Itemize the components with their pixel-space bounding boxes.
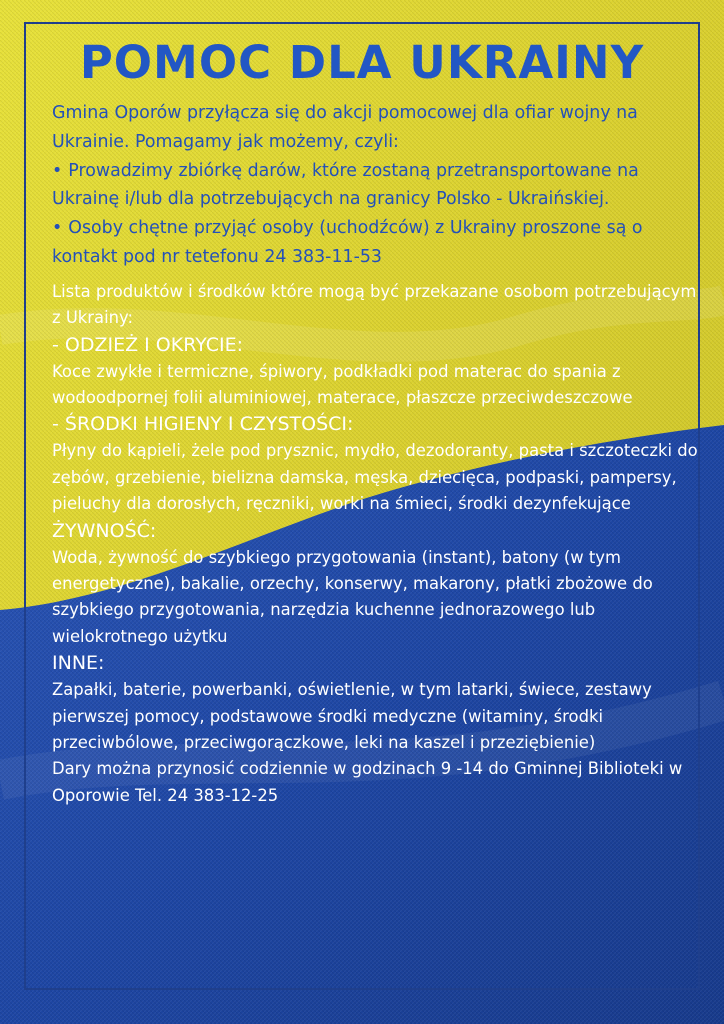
- section-heading-clothing: - ODZIEŻ I OKRYCIE:: [52, 333, 244, 356]
- intro-text: Gmina Oporów przyłącza się do akcji pomocowej dla ofiar wojny na Ukrainie. Pomagamy jak możemy, czyli:: [52, 103, 638, 152]
- poster-content: [52, 30, 702, 809]
- section-heading-other: INNE:: [52, 652, 105, 675]
- bullet-mark: •: [52, 218, 63, 239]
- section-heading-food: ŻYWNOŚĆ:: [52, 519, 157, 542]
- section-text-other: Zapałki, baterie, powerbanki, oświetlenie, w tym latarki, świece, zestawy pierwszej pomocy, podstawowe środki medyczne (witaminy, środki przeciwbólowe, przeciwgorączkowe, leki na kaszel i przeziębienie): [52, 680, 652, 753]
- bullet-collection: [52, 157, 702, 215]
- footer-info: Dary można przynosić codziennie w godzinach 9 -14 do Gminnej Biblioteki w Oporowie Tel. 24 383-12-25: [52, 759, 683, 805]
- intro-block: [52, 99, 702, 272]
- page-title: POMOC DLA UKRAINY: [79, 36, 645, 89]
- bullet-collection-text: Prowadzimy zbiórkę darów, które zostaną przetransportowane na Ukrainę i/lub dla potrzebujących na granicy Polsko - Ukraińskiej.: [52, 160, 639, 210]
- list-block: [52, 279, 702, 810]
- section-text-clothing: Koce zwykłe i termiczne, śpiwory, podkładki pod materac do spania z wodoodpornej folii aluminiowej, materace, płaszcze przeciwdeszczowe: [52, 361, 633, 407]
- bullet-refugees-text: Osoby chętne przyjąć osoby (uchodźców) z Ukrainy proszone są o kontakt pod nr tetefonu 24 383-11-53: [52, 218, 643, 267]
- section-text-hygiene: Płyny do kąpieli, żele pod prysznic, mydło, dezodoranty, pasta i szczoteczki do zębów, grzebienie, bielizna damska, męska, dziecięca, podpaski, pampersy, pieluchy dla dorosłych, ręczniki, worki na śmieci, środki dezynfekujące: [52, 441, 698, 514]
- bullet-mark: •: [52, 160, 63, 181]
- list-intro: Lista produktów i środków które mogą być przekazane osobom potrzebującym z Ukrainy:: [52, 281, 697, 328]
- bullet-refugees: [52, 214, 702, 272]
- section-text-food: Woda, żywność do szybkiego przygotowania (instant), batony (w tym energetyczne), bakalie, orzechy, konserwy, makarony, płatki zbożowe do szybkiego przygotowania, narzędzia kuchenne jednorazowego lub wielokrotnego użytku: [52, 547, 653, 646]
- section-heading-hygiene: - ŚRODKI HIGIENY I CZYSTOŚCI:: [52, 413, 354, 436]
